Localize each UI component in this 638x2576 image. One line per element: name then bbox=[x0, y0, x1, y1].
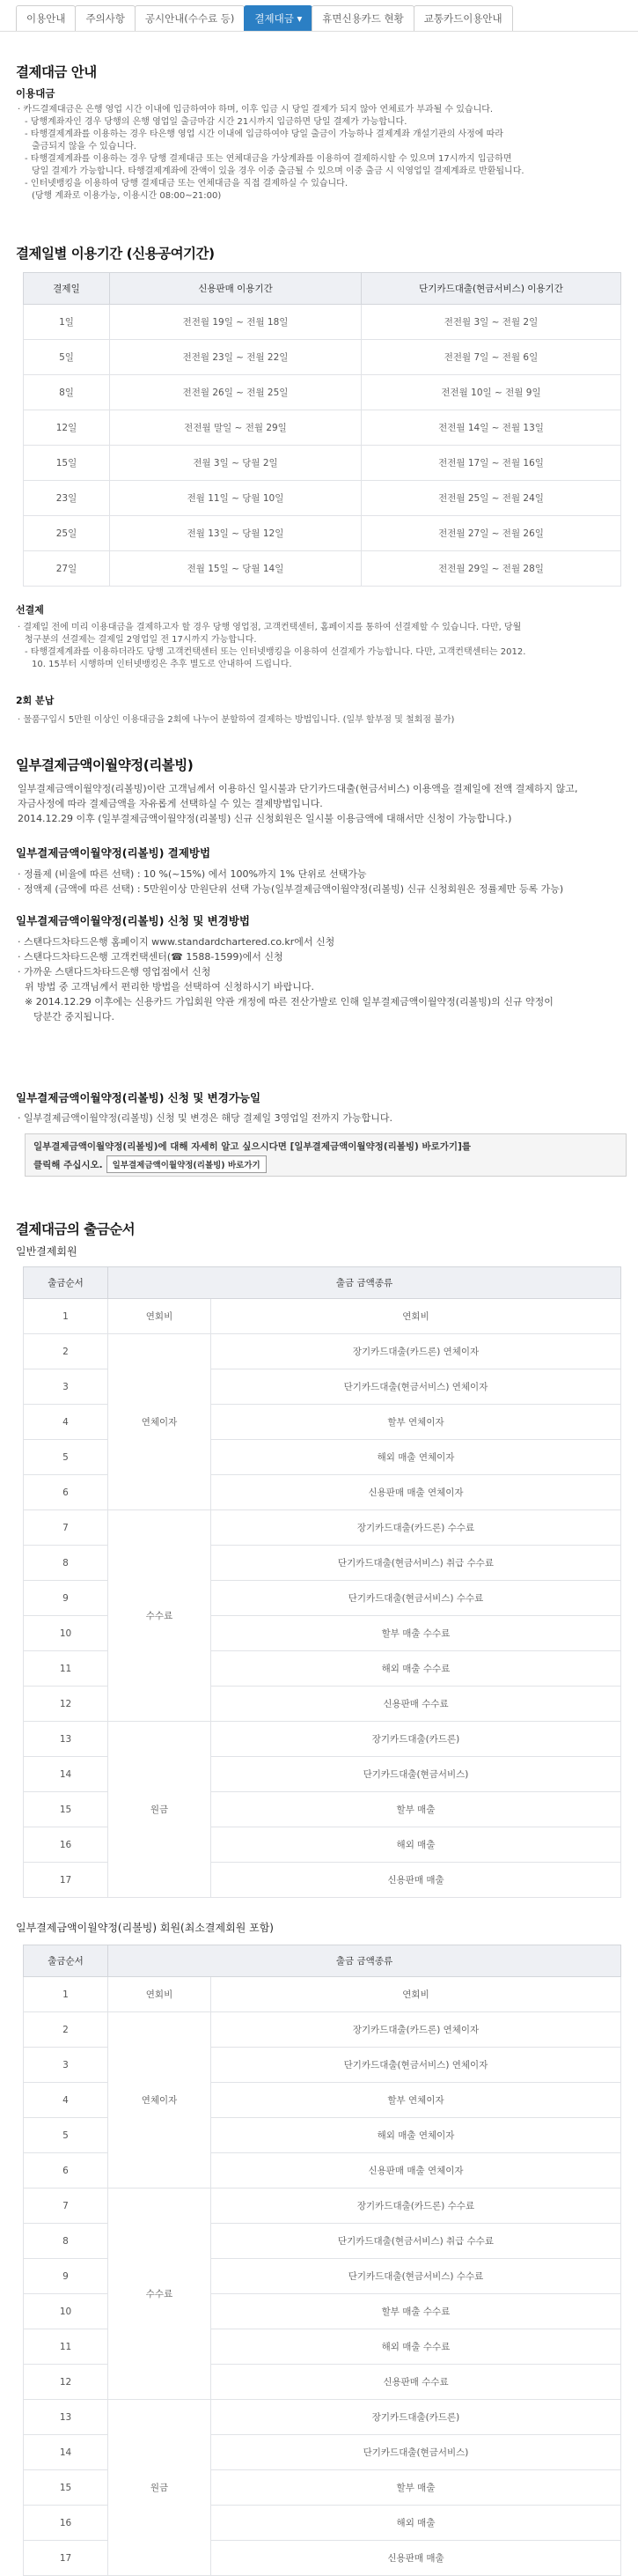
order-number: 3 bbox=[24, 1369, 108, 1405]
order-item: 연회비 bbox=[211, 1299, 621, 1334]
order-group: 수수료 bbox=[108, 1510, 211, 1722]
subtitle-usage: 이용대금 bbox=[16, 87, 55, 100]
order-item: 해외 매출 bbox=[211, 1827, 621, 1863]
order-number: 14 bbox=[24, 1757, 108, 1792]
order-item: 신용판매 매출 bbox=[211, 2541, 621, 2576]
table-cell: 전전월 27일 ~ 전월 26일 bbox=[362, 516, 621, 551]
revolving-desc-line: 자금사정에 따라 결제금액을 자유롭게 선택하실 수 있는 결제방법입니다. bbox=[18, 798, 323, 809]
apply-item: 당분간 중지됩니다. bbox=[33, 1011, 115, 1022]
table-cell: 전월 15일 ~ 당월 14일 bbox=[110, 551, 362, 587]
order-number: 15 bbox=[24, 2470, 108, 2506]
table-cell: 전전월 14일 ~ 전월 13일 bbox=[362, 410, 621, 446]
order-number: 10 bbox=[24, 2294, 108, 2329]
table-cell: 전전월 10일 ~ 전월 9일 bbox=[362, 375, 621, 410]
order-number: 16 bbox=[24, 1827, 108, 1863]
order-number: 17 bbox=[24, 1863, 108, 1898]
table-cell: 전전월 17일 ~ 전월 16일 bbox=[362, 446, 621, 481]
usage-item: - 당행계좌자인 경우 당행의 은행 영업일 출금마감 시간 21시까지 입금하면 당일 결제가 가능합니다. bbox=[25, 117, 407, 127]
table-row bbox=[24, 1977, 621, 2012]
tab-bar bbox=[16, 5, 512, 32]
table-row bbox=[24, 410, 621, 446]
subtitle-split: 2회 분납 bbox=[16, 695, 55, 706]
subtitle-general: 일반결제회원 bbox=[16, 1245, 77, 1258]
order-number: 3 bbox=[24, 2048, 108, 2083]
prepay-item: 청구분의 선결제는 결제일 2영업일 전 17시까지 가능합니다. bbox=[25, 635, 257, 645]
available-text: · 일부결제금액이월약정(리볼빙) 신청 및 변경은 해당 결제일 3영업일 전까지 가능합니다. bbox=[18, 1112, 392, 1124]
order-item: 해외 매출 수수료 bbox=[211, 1651, 621, 1687]
subtitle-revolving-member: 일부결제금액이월약정(리볼빙) 회원(최소결제회원 포함) bbox=[16, 1922, 274, 1934]
order-item: 연회비 bbox=[211, 1977, 621, 2012]
method-list bbox=[18, 867, 625, 897]
table-row bbox=[24, 305, 621, 340]
order-group: 연체이자 bbox=[108, 1334, 211, 1510]
table-cell: 전전월 23일 ~ 전월 22일 bbox=[110, 340, 362, 375]
order-item: 신용판매 매출 bbox=[211, 1863, 621, 1898]
box-text: 일부결제금액이월약정(리볼빙)에 대해 자세히 알고 싶으시다면 [일부결제금액이월약정(리볼빙) 바로가기]를 bbox=[33, 1141, 472, 1152]
tab-caution[interactable]: 주의사항 bbox=[75, 5, 135, 32]
order-group: 연회비 bbox=[108, 1299, 211, 1334]
order-number: 6 bbox=[24, 2153, 108, 2188]
table-row bbox=[24, 2012, 621, 2048]
apply-item: ※ 2014.12.29 이후에는 신용카드 가입회원 약관 개정에 따른 전산가발로 인해 일부결제금액이월약정(리볼빙)의 신규 약정이 bbox=[25, 996, 554, 1008]
table-header: 출금 금액종류 bbox=[108, 1267, 621, 1299]
tab-divider bbox=[0, 31, 638, 32]
order-number: 5 bbox=[24, 2118, 108, 2153]
order-item: 장기카드대출(카드론) bbox=[211, 2400, 621, 2435]
table-cell: 전월 3일 ~ 당월 2일 bbox=[110, 446, 362, 481]
order-item: 단기카드대출(현금서비스) 수수료 bbox=[211, 1581, 621, 1616]
order-item: 해외 매출 bbox=[211, 2506, 621, 2541]
order-item: 할부 매출 수수료 bbox=[211, 1616, 621, 1651]
revolving-shortcut-button[interactable]: 일부결제금액이월약정(리볼빙) 바로가기 bbox=[106, 1155, 267, 1173]
order-number: 12 bbox=[24, 2365, 108, 2400]
caret-down-icon: ▾ bbox=[297, 12, 303, 25]
order-number: 6 bbox=[24, 1475, 108, 1510]
order-item: 단기카드대출(현금서비스) bbox=[211, 2435, 621, 2470]
order-number: 12 bbox=[24, 1687, 108, 1722]
order-number: 1 bbox=[24, 1977, 108, 2012]
order-number: 17 bbox=[24, 2541, 108, 2576]
table-header: 단기카드대출(현금서비스) 이용기간 bbox=[362, 273, 621, 305]
order-item: 장기카드대출(카드론) 연체이자 bbox=[211, 1334, 621, 1369]
usage-item: 출금되지 않을 수 있습니다. bbox=[32, 142, 136, 151]
revolving-desc bbox=[18, 781, 629, 826]
table-cell: 8일 bbox=[24, 375, 110, 410]
usage-item: · 카드결제대금은 은행 영업 시간 이내에 입금하여야 하며, 이후 입금 시 당일 결제가 되지 않아 연체료가 부과될 수 있습니다. bbox=[18, 105, 494, 114]
prepay-item: 10. 15부터 시행하며 인터넷뱅킹은 추후 별도로 안내하여 드립니다. bbox=[32, 660, 292, 669]
apply-item: 위 방법 중 고객님께서 편리한 방법을 선택하여 신청하시기 바랍니다. bbox=[25, 981, 314, 993]
order-item: 해외 매출 연체이자 bbox=[211, 1440, 621, 1475]
order-number: 1 bbox=[24, 1299, 108, 1334]
order-number: 8 bbox=[24, 2224, 108, 2259]
table-cell: 전월 11일 ~ 당월 10일 bbox=[110, 481, 362, 516]
order-number: 11 bbox=[24, 1651, 108, 1687]
table-row bbox=[24, 551, 621, 587]
table-row bbox=[24, 1334, 621, 1369]
order-item: 할부 연체이자 bbox=[211, 1405, 621, 1440]
tab-transit-card[interactable]: 교통카드이용안내 bbox=[414, 5, 513, 32]
order-item: 신용판매 수수료 bbox=[211, 1687, 621, 1722]
table-row bbox=[24, 2188, 621, 2224]
order-table-revolving bbox=[23, 1945, 620, 2576]
order-item: 해외 매출 연체이자 bbox=[211, 2118, 621, 2153]
order-item: 장기카드대출(카드론) bbox=[211, 1722, 621, 1757]
order-item: 단기카드대출(현금서비스) bbox=[211, 1757, 621, 1792]
usage-item: - 타행결제계좌를 이용하는 경우 타은행 영업 시간 이내에 입금하여야 당일 출금이 가능하나 결제계좌 개설기관의 사정에 따라 bbox=[25, 129, 503, 139]
subtitle-prepay: 선결제 bbox=[16, 604, 44, 616]
order-number: 14 bbox=[24, 2435, 108, 2470]
order-item: 신용판매 수수료 bbox=[211, 2365, 621, 2400]
order-group: 수수료 bbox=[108, 2188, 211, 2400]
method-item: · 정률제 (비율에 따른 선택) : 10 %(~15%) 에서 100%까지 1% 단위로 선택가능 bbox=[18, 868, 367, 880]
usage-item: - 타행결제계좌를 이용하는 경우 당행 결제대금 또는 연체대금을 가상계좌를 이용하여 결제하시할 수 있으며 17시까지 입금하면 bbox=[25, 154, 512, 164]
table-cell: 15일 bbox=[24, 446, 110, 481]
method-item: · 정액제 (금액에 따른 선택) : 5만원이상 만원단위 선택 가능(일부결제금액이월약정(리볼빙) 신규 신청회원은 정률제만 등록 가능) bbox=[18, 883, 564, 895]
section-title-order: 결제대금의 출금순서 bbox=[16, 1222, 136, 1237]
order-number: 5 bbox=[24, 1440, 108, 1475]
table-row bbox=[24, 481, 621, 516]
table-cell: 전전월 말일 ~ 전월 29일 bbox=[110, 410, 362, 446]
table-cell: 전전월 26일 ~ 전월 25일 bbox=[110, 375, 362, 410]
table-header: 출금 금액종류 bbox=[108, 1945, 621, 1977]
revolving-desc-line: 2014.12.29 이후 (일부결제금액이월약정(리볼빙) 신규 신청회원은 일시불 이용금액에 대해서만 신청이 가능합니다.) bbox=[18, 813, 512, 824]
order-item: 단기카드대출(현금서비스) 연체이자 bbox=[211, 2048, 621, 2083]
table-row bbox=[24, 1299, 621, 1334]
order-item: 할부 매출 bbox=[211, 1792, 621, 1827]
apply-list bbox=[18, 934, 625, 1024]
table-cell: 전전월 25일 ~ 전월 24일 bbox=[362, 481, 621, 516]
section-title-payment-guide: 결제대금 안내 bbox=[16, 64, 97, 80]
usage-item: - 인터넷뱅킹을 이용하여 당행 결제대금 또는 연체대금을 직접 결제하실 수 있습니다. bbox=[25, 179, 348, 188]
usage-item: 당일 결제가 가능합니다. 타행결제계좌에 잔액이 있을 경우 이중 출금될 수 있으며 이중 출금 시 익영업일 결제계좌로 반환됩니다. bbox=[32, 166, 524, 176]
order-number: 8 bbox=[24, 1546, 108, 1581]
order-item: 장기카드대출(카드론) 연체이자 bbox=[211, 2012, 621, 2048]
table-cell: 27일 bbox=[24, 551, 110, 587]
order-item: 단기카드대출(현금서비스) 취급 수수료 bbox=[211, 1546, 621, 1581]
box-text-2-label: 클릭해 주십시오. bbox=[33, 1160, 103, 1170]
order-item: 신용판매 매출 연체이자 bbox=[211, 2153, 621, 2188]
table-cell: 12일 bbox=[24, 410, 110, 446]
period-table bbox=[23, 272, 620, 587]
section-title-period: 결제일별 이용기간 (신용공여기간) bbox=[16, 246, 215, 262]
table-cell: 전전월 29일 ~ 전월 28일 bbox=[362, 551, 621, 587]
table-row bbox=[24, 516, 621, 551]
section-title-revolving: 일부결제금액이월약정(리볼빙) bbox=[16, 757, 194, 773]
order-item: 해외 매출 수수료 bbox=[211, 2329, 621, 2365]
apply-item: · 가까운 스탠다드차타드은행 영업점에서 신청 bbox=[18, 966, 211, 978]
order-number: 9 bbox=[24, 2259, 108, 2294]
order-item: 단기카드대출(현금서비스) 연체이자 bbox=[211, 1369, 621, 1405]
order-table-general bbox=[23, 1266, 620, 1898]
order-number: 7 bbox=[24, 2188, 108, 2224]
subtitle-apply: 일부결제금액이월약정(리볼빙) 신청 및 변경방법 bbox=[16, 914, 250, 927]
revolving-desc-line: 일부결제금액이월약정(리볼빙)이란 고객님께서 이용하신 일시불과 단기카드대출(현금서비스) 이용액을 결제일에 전액 결제하지 않고, bbox=[18, 783, 578, 794]
table-row bbox=[24, 1510, 621, 1546]
order-number: 4 bbox=[24, 1405, 108, 1440]
apply-item: · 스탠다드차타드은행 고객컨택센터(☎ 1588-1599)에서 신청 bbox=[18, 951, 283, 963]
table-header: 신용판매 이용기간 bbox=[110, 273, 362, 305]
order-number: 15 bbox=[24, 1792, 108, 1827]
table-cell: 전전월 3일 ~ 전월 2일 bbox=[362, 305, 621, 340]
tab-dormant-cards[interactable]: 휴면신용카드 현황 bbox=[312, 5, 414, 32]
table-row bbox=[24, 340, 621, 375]
table-cell: 전월 13일 ~ 당월 12일 bbox=[110, 516, 362, 551]
table-cell: 23일 bbox=[24, 481, 110, 516]
tab-disclosure[interactable]: 공시안내(수수료 등) bbox=[135, 5, 246, 32]
order-item: 할부 연체이자 bbox=[211, 2083, 621, 2118]
order-group: 연회비 bbox=[108, 1977, 211, 2012]
order-number: 13 bbox=[24, 1722, 108, 1757]
usage-item: (당행 계좌로 이용가능, 이용시간 08:00~21:00) bbox=[32, 191, 222, 201]
order-number: 13 bbox=[24, 2400, 108, 2435]
table-cell: 5일 bbox=[24, 340, 110, 375]
order-number: 10 bbox=[24, 1616, 108, 1651]
table-cell: 전전월 19일 ~ 전월 18일 bbox=[110, 305, 362, 340]
order-number: 4 bbox=[24, 2083, 108, 2118]
table-header: 출금순서 bbox=[24, 1945, 108, 1977]
table-cell: 1일 bbox=[24, 305, 110, 340]
order-number: 7 bbox=[24, 1510, 108, 1546]
table-header: 결제일 bbox=[24, 273, 110, 305]
order-number: 9 bbox=[24, 1581, 108, 1616]
table-row bbox=[24, 1722, 621, 1757]
order-item: 단기카드대출(현금서비스) 취급 수수료 bbox=[211, 2224, 621, 2259]
box-text-2 bbox=[33, 1155, 618, 1173]
order-item: 장기카드대출(카드론) 수수료 bbox=[211, 2188, 621, 2224]
tab-payment[interactable] bbox=[244, 5, 312, 32]
order-number: 2 bbox=[24, 2012, 108, 2048]
split-text: · 물품구입시 5만원 이상인 이용대금을 2회에 나누어 분할하여 결제하는 방법입니다. (일부 할부점 및 철회점 불가) bbox=[18, 715, 455, 725]
order-number: 16 bbox=[24, 2506, 108, 2541]
prepay-list bbox=[18, 622, 625, 671]
order-item: 신용판매 매출 연체이자 bbox=[211, 1475, 621, 1510]
order-item: 할부 매출 수수료 bbox=[211, 2294, 621, 2329]
subtitle-available: 일부결제금액이월약정(리볼빙) 신청 및 변경가능일 bbox=[16, 1091, 261, 1104]
table-row bbox=[24, 375, 621, 410]
order-group: 연체이자 bbox=[108, 2012, 211, 2188]
table-cell: 25일 bbox=[24, 516, 110, 551]
usage-list bbox=[18, 104, 625, 203]
table-row bbox=[24, 446, 621, 481]
order-item: 할부 매출 bbox=[211, 2470, 621, 2506]
order-number: 2 bbox=[24, 1334, 108, 1369]
prepay-item: - 타행결제계좌를 이용하더라도 당행 고객컨택센터 또는 인터넷뱅킹을 이용하여 선결제가 가능합니다. 다만, 고객컨택센터는 2012. bbox=[25, 647, 526, 657]
prepay-item: · 결제일 전에 미리 이용대금을 결제하고자 할 경우 당행 영업점, 고객컨택센터, 홈페이지를 통하여 선결제할 수 있습니다. 다만, 당월 bbox=[18, 623, 522, 632]
subtitle-method: 일부결제금액이월약정(리볼빙) 결제방법 bbox=[16, 846, 211, 860]
revolving-link-box bbox=[25, 1133, 627, 1177]
order-group: 원금 bbox=[108, 1722, 211, 1898]
table-cell: 전전월 7일 ~ 전월 6일 bbox=[362, 340, 621, 375]
table-header: 출금순서 bbox=[24, 1267, 108, 1299]
order-number: 11 bbox=[24, 2329, 108, 2365]
order-group: 원금 bbox=[108, 2400, 211, 2576]
apply-item: · 스탠다드차타드은행 홈페이지 www.standardchartered.co.kr에서 신청 bbox=[18, 936, 335, 948]
tab-usage-guide[interactable]: 이용안내 bbox=[16, 5, 76, 32]
tab-payment-label: 결제대금 bbox=[254, 12, 294, 25]
table-row bbox=[24, 2400, 621, 2435]
order-item: 단기카드대출(현금서비스) 수수료 bbox=[211, 2259, 621, 2294]
order-item: 장기카드대출(카드론) 수수료 bbox=[211, 1510, 621, 1546]
